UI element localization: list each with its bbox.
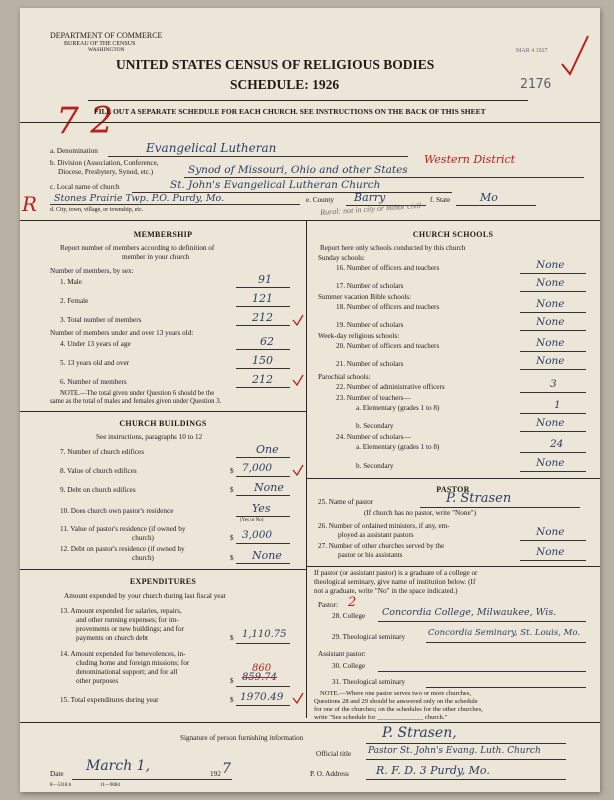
q27-value[interactable]: None — [536, 546, 565, 558]
check-mark-icon — [292, 464, 304, 476]
q17-value[interactable]: None — [536, 277, 565, 289]
q23b-label: b. Secondary — [356, 422, 394, 430]
bureau-label: BUREAU OF THE CENSUS — [64, 41, 136, 47]
form-number: 8—5318 b — [50, 783, 72, 788]
pastor-note-2: Questions 28 and 29 should be answered only on the schedule — [314, 698, 478, 705]
q26-label: 26. Number of ordained ministers, if any, em- — [318, 522, 450, 530]
q16-label: 16. Number of officers and teachers — [336, 264, 440, 272]
date-line — [72, 779, 232, 780]
division-line — [184, 177, 584, 178]
q22-label: 22. Number of administrative officers — [336, 383, 445, 391]
state-line — [456, 205, 536, 206]
state-value[interactable]: Mo — [480, 191, 498, 204]
po-address-line — [366, 779, 566, 780]
pastor-note-3: for one of the churches; on the schedules for the other churches, — [314, 706, 483, 713]
q19-value[interactable]: None — [536, 316, 565, 328]
q11-line — [236, 543, 290, 544]
q7-edifices-value[interactable]: One — [256, 443, 279, 456]
q18-label: 18. Number of officers and teachers — [336, 303, 440, 311]
q7-label: 7. Number of church edifices — [60, 448, 145, 456]
q13-fill-line — [236, 643, 290, 644]
parochial-schools-label: Parochial schools: — [318, 373, 371, 381]
q25-line — [420, 507, 580, 508]
q14-line-3: denominational support; and for all — [76, 668, 178, 676]
q24b-label: b. Secondary — [356, 462, 394, 470]
q10-label: 10. Does church own pastor's residence — [60, 507, 174, 515]
check-mark-icon — [292, 314, 304, 326]
pastor-heading: PASTOR — [436, 485, 470, 494]
q15-total-value[interactable]: 1970.49 — [240, 691, 284, 703]
q14-benevolences-value[interactable]: 859.74 — [242, 672, 277, 683]
q27-label-2: pastor or his assistants — [338, 551, 403, 559]
q29-seminary-value[interactable]: Concordia Seminary, St. Louis, Mo. — [428, 628, 581, 638]
q8-line — [236, 476, 290, 477]
q4-under13-value[interactable]: 62 — [260, 335, 274, 348]
q2-female-value[interactable]: 121 — [252, 292, 273, 305]
po-address-label: P. O. Address — [310, 770, 349, 778]
age-intro: Number of members under and over 13 years old: — [50, 329, 194, 337]
pastor-subheading: Pastor: — [318, 601, 338, 609]
official-title-label: Official title — [316, 750, 352, 758]
dollar-sign: $ — [230, 696, 234, 704]
q24-label: 24. Number of scholars— — [336, 433, 411, 441]
header-rule — [88, 100, 528, 101]
q21-value[interactable]: None — [536, 355, 565, 367]
q4-line — [236, 349, 290, 350]
q18-line — [520, 312, 586, 313]
city-label: WASHINGTON — [88, 47, 125, 53]
q12-label: 12. Debt on pastor's residence (if owned by — [60, 545, 185, 553]
header-bottom-rule — [20, 122, 600, 123]
schedule-number-stamp: 2176 — [520, 77, 552, 92]
pastor-top-rule — [306, 478, 600, 479]
q23b-line — [520, 431, 586, 432]
q19-line — [520, 330, 586, 331]
q1-line — [236, 287, 290, 288]
date-value[interactable]: March 1, — [86, 758, 151, 774]
dollar-sign: $ — [230, 634, 234, 642]
q14-red-correction: 860 — [252, 663, 272, 674]
q14-fill-line — [236, 686, 290, 687]
q21-line — [520, 369, 586, 370]
q28-label: 28. College — [332, 612, 366, 620]
county-label: e. County — [306, 196, 334, 204]
local-name-value[interactable]: St. John's Evangelical Lutheran Church — [170, 179, 381, 191]
q23-label: 23. Number of teachers— — [336, 394, 411, 402]
buildings-subheading: See instructions, paragraphs 10 to 12 — [96, 433, 203, 441]
q5-line — [236, 368, 290, 369]
q27-line — [520, 560, 586, 561]
q30-line — [378, 671, 586, 672]
graduate-instruction-2: theological seminary, give name of institution below. (If — [314, 578, 476, 586]
signature-line — [366, 743, 566, 744]
red-checkmark-icon — [560, 34, 590, 76]
q26-line — [520, 540, 586, 541]
red-code-mark: 7 2 — [56, 101, 114, 142]
q5-label: 5. 13 years old and over — [60, 359, 130, 367]
q13-salaries-value[interactable]: 1,110.75 — [242, 629, 287, 640]
q24a-value[interactable]: 24 — [550, 438, 564, 450]
q8-value-of-edifices[interactable]: 7,000 — [242, 462, 273, 474]
q17-label: 17. Number of scholars — [336, 282, 404, 290]
membership-note: NOTE.—The total given under Question 6 should be the — [60, 390, 215, 397]
division-red-note: Western District — [424, 153, 516, 166]
q6-members-value[interactable]: 212 — [252, 373, 273, 386]
graduate-top-rule — [306, 566, 600, 567]
expenditures-subheading: Amount expended by your church during last fiscal year — [64, 592, 227, 600]
q4-label: 4. Under 13 years of age — [60, 340, 131, 348]
q23b-value[interactable]: None — [536, 417, 565, 429]
city-value[interactable]: Stones Prairie Twp. P.O. Purdy, Mo. — [54, 193, 225, 204]
membership-intro-2: member in your church — [122, 253, 190, 261]
q17-line — [520, 291, 586, 292]
q23a-label: a. Elementary (grades 1 to 8) — [356, 404, 440, 412]
q21-label: 21. Number of scholars — [336, 360, 404, 368]
denomination-line — [108, 156, 408, 157]
q25-pastor-name[interactable]: P. Strasen — [446, 491, 512, 506]
dollar-sign: $ — [230, 534, 234, 542]
q1-label: 1. Male — [60, 278, 82, 286]
q2-label: 2. Female — [60, 297, 89, 305]
membership-intro: Report number of members according to definition of — [60, 244, 215, 252]
pastor-note: NOTE.—Where one pastor serves two or more churches, — [320, 690, 472, 697]
signature-label: Signature of person furnishing information — [180, 734, 304, 742]
q14-line-4: other purposes — [76, 677, 119, 685]
q29-line — [426, 642, 586, 643]
q13-line-2: and other running expenses; for im- — [76, 616, 179, 624]
official-title-line — [366, 759, 566, 760]
q25-label: 25. Name of pastor — [318, 498, 374, 506]
q12-label-2: church) — [132, 554, 154, 562]
division-value[interactable]: Synod of Missouri, Ohio and other States — [188, 164, 408, 176]
census-schedule-form — [20, 8, 600, 792]
summer-schools-label: Summer vacation Bible schools: — [318, 293, 412, 301]
q14-line-1: 14. Amount expended for benevolences, in- — [60, 650, 186, 658]
year-value[interactable]: 7 — [222, 761, 231, 777]
q10-line — [236, 516, 290, 517]
q3-line — [236, 325, 290, 326]
q13-line-4: payments on church debt — [76, 634, 149, 642]
q24a-label: a. Elementary (grades 1 to 8) — [356, 443, 440, 451]
q13-line-1: 13. Amount expended for salaries, repairs, — [60, 607, 182, 615]
q30-label: 30. College — [332, 662, 366, 670]
q10-owns-residence-value[interactable]: Yes — [252, 502, 271, 515]
year-prefix: 192 — [210, 770, 221, 778]
by-sex-label: Number of members, by sex: — [50, 267, 134, 275]
q27-label: 27. Number of other churches served by the — [318, 542, 445, 550]
dollar-sign: $ — [230, 677, 234, 685]
q20-value[interactable]: None — [536, 337, 565, 349]
graduate-instruction: If pastor (or assistant pastor) is a graduate of a college or — [314, 569, 478, 577]
membership-note-2: same as the total of males and females given under Question 3. — [50, 398, 222, 405]
q11-label-2: church) — [132, 534, 154, 542]
q24b-line — [520, 471, 586, 472]
q5-over13-value[interactable]: 150 — [252, 354, 273, 367]
q2-line — [236, 306, 290, 307]
q22-value[interactable]: 3 — [550, 378, 557, 390]
q22-line — [520, 392, 586, 393]
q11-label: 11. Value of pastor's residence (if owned by — [60, 525, 186, 533]
weekday-schools-label: Week-day religious schools: — [318, 332, 400, 340]
q29-label: 29. Theological seminary — [332, 633, 406, 641]
q12-residence-debt-value[interactable]: None — [252, 549, 282, 562]
q24a-line — [520, 452, 586, 453]
check-mark-icon — [292, 692, 304, 704]
q9-line — [236, 495, 290, 496]
q1-male-value[interactable]: 91 — [258, 273, 272, 286]
q16-value[interactable]: None — [536, 259, 565, 271]
date-label: Date — [50, 770, 64, 778]
dollar-sign: $ — [230, 467, 234, 475]
buildings-top-rule — [20, 411, 306, 412]
pastor-note-4: write "See schedule for ______________ church." — [314, 714, 448, 721]
schools-intro: Report here only schools conducted by this church — [320, 244, 466, 252]
county-value[interactable]: Barry — [354, 191, 386, 204]
q6-line — [236, 387, 290, 388]
q23a-value[interactable]: 1 — [554, 399, 561, 411]
dollar-sign: $ — [230, 486, 234, 494]
footer-top-rule — [20, 722, 600, 723]
q9-debt-value[interactable]: None — [254, 481, 284, 494]
center-divider — [306, 220, 307, 560]
check-mark-icon — [292, 374, 304, 386]
city-label: d. City, town, village, or township, etc. — [50, 207, 144, 213]
q31-line — [426, 687, 586, 688]
q28-college-value[interactable]: Concordia College, Milwaukee, Wis. — [382, 607, 557, 618]
schedule-title: SCHEDULE: 1926 — [230, 77, 340, 92]
q3-label: 3. Total number of members — [60, 316, 142, 324]
q26-value[interactable]: None — [536, 526, 565, 538]
schools-heading: CHURCH SCHOOLS — [412, 230, 494, 239]
membership-heading: MEMBERSHIP — [133, 230, 193, 239]
q24b-value[interactable]: None — [536, 457, 565, 469]
yes-no-hint: (Yes or No) — [240, 518, 264, 523]
state-label: f. State — [430, 196, 451, 204]
q15-label: 15. Total expenditures during year — [60, 696, 159, 704]
expenditures-heading: EXPENDITURES — [129, 577, 197, 586]
q31-label: 31. Theological seminary — [332, 678, 406, 686]
city-line — [50, 204, 300, 205]
q19-label: 19. Number of scholars — [336, 321, 404, 329]
pencil-note: Rural: not in city or minor civil — [319, 200, 422, 217]
pastor-red-mark: 2 — [348, 595, 357, 610]
denomination-label: a. Denomination — [50, 147, 98, 155]
q23a-line — [520, 413, 586, 414]
assistant-pastor-subheading: Assistant pastor: — [318, 650, 366, 658]
lower-center-divider — [306, 560, 307, 718]
dollar-sign: $ — [230, 554, 234, 562]
q9-label: 9. Debt on church edifices — [60, 486, 136, 494]
q6-label: 6. Number of members — [60, 378, 127, 386]
division-label: b. Division (Association, Conference, — [50, 159, 159, 167]
q13-line-3: provements or new buildings; and for — [76, 625, 184, 633]
sections-top-rule — [20, 220, 600, 221]
division-label-2: Diocese, Presbytery, Synod, etc.) — [58, 168, 154, 176]
instruction-banner: FILL OUT A SEPARATE SCHEDULE FOR EACH CHURCH. SEE INSTRUCTIONS ON THE BACK OF THIS SHEET — [94, 107, 486, 116]
graduate-instruction-3: not a graduate, write "No" in the space indicated.) — [314, 587, 458, 595]
print-number: 11—9084 — [100, 783, 120, 788]
q14-line-2: cluding home and foreign missions; for — [76, 659, 190, 667]
denomination-value[interactable]: Evangelical Lutheran — [146, 141, 277, 155]
q25-hint: (If church has no pastor, write "None") — [364, 509, 476, 517]
q3-total-value[interactable]: 212 — [252, 311, 273, 324]
q20-line — [520, 351, 586, 352]
q16-line — [520, 273, 586, 274]
q26-label-2: ployed as assistant pastors — [338, 531, 414, 539]
form-title: UNITED STATES CENSUS OF RELIGIOUS BODIES — [116, 57, 435, 72]
buildings-heading: CHURCH BUILDINGS — [119, 419, 207, 428]
signature-value[interactable]: P. Strasen, — [382, 725, 457, 741]
rural-red-mark: R — [22, 192, 38, 216]
local-name-label: c. Local name of church — [50, 183, 120, 191]
q18-value[interactable]: None — [536, 298, 565, 310]
official-title-value[interactable]: Pastor St. John's Evang. Luth. Church — [368, 746, 541, 756]
q11-residence-value[interactable]: 3,000 — [242, 529, 273, 541]
q8-label: 8. Value of church edifices — [60, 467, 137, 475]
expenditures-top-rule — [20, 569, 306, 570]
q28-line — [378, 621, 586, 622]
po-address-value[interactable]: R. F. D. 3 Purdy, Mo. — [376, 764, 490, 777]
q15-fill-line — [236, 705, 290, 706]
sunday-schools-label: Sunday schools: — [318, 254, 365, 262]
q20-label: 20. Number of officers and teachers — [336, 342, 440, 350]
q7-line — [236, 457, 290, 458]
received-date-stamp: MAR 4 1927 — [516, 48, 548, 54]
q12-line — [236, 563, 290, 564]
department-label: DEPARTMENT OF COMMERCE — [50, 31, 163, 40]
